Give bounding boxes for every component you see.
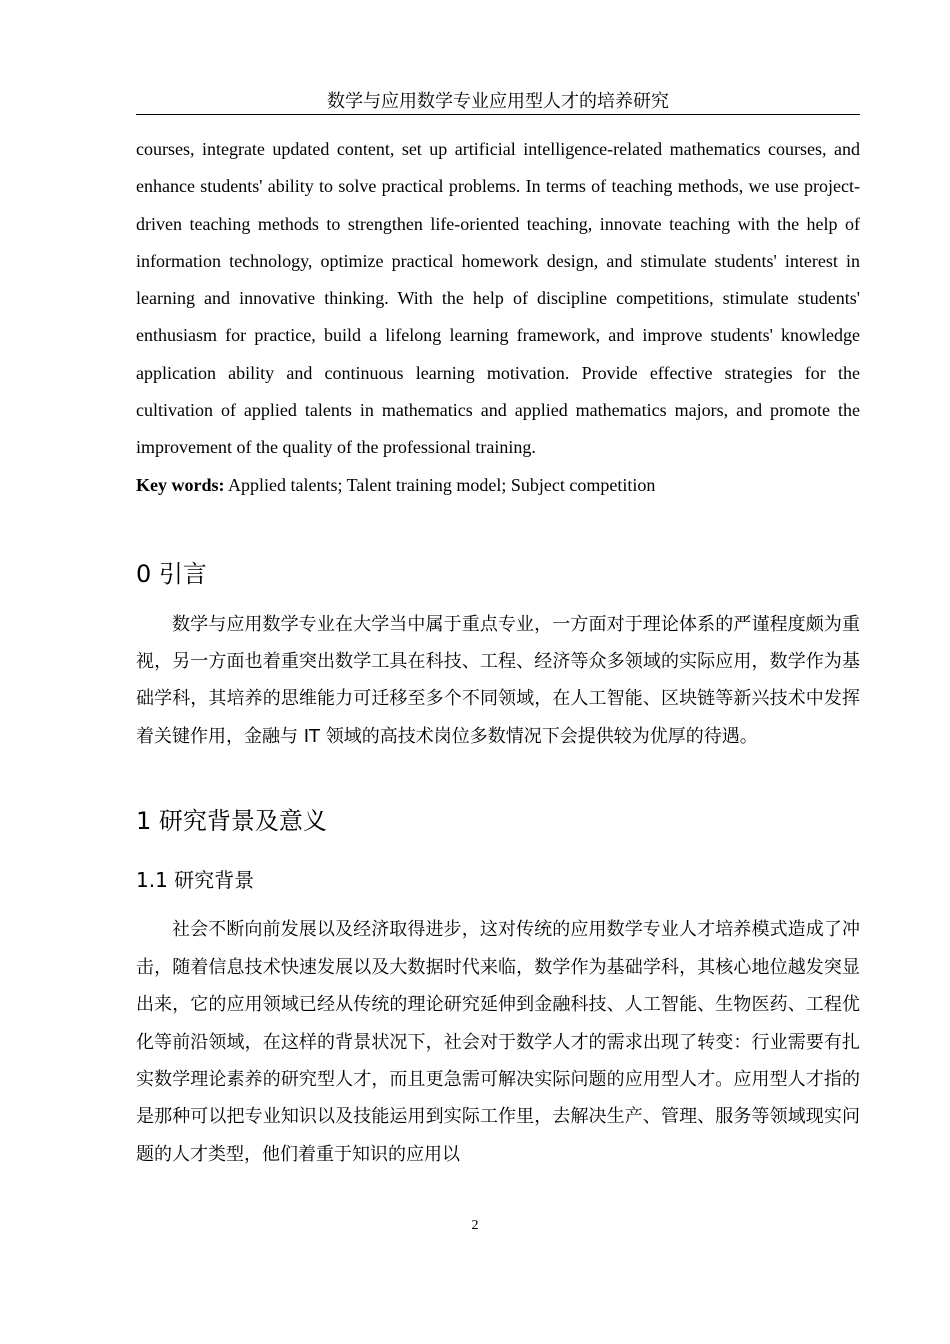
keywords-line <box>136 467 860 504</box>
abstract-continued-paragraph: courses, integrate updated content, set up artificial intelligence-related mathematics courses, and enhance students' ability to solve practical problems. In terms of teaching methods, we use project-driven teaching methods to strengthen life-oriented teaching, innovate teaching with the help of information technology, optimize practical homework design, and stimulate students' interest in learning and innovative thinking. With the help of discipline competitions, stimulate students' enthusiasm for practice, build a lifelong learning framework, and improve students' knowledge application ability and continuous learning motivation. Provide effective strategies for the cultivation of applied talents in mathematics and applied mathematics majors, and promote the improvement of the quality of the professional training. <box>136 139 860 458</box>
background-paragraph: 社会不断向前发展以及经济取得进步，这对传统的应用数学专业人才培养模式造成了冲击，随着信息技术快速发展以及大数据时代来临，数学作为基础学科，其核心地位越发突显出来，它的应用领域已经从传统的理论研究延伸到金融科技、人工智能、生物医药、工程优化等前沿领域，在这样的背景状况下，社会对于数学人才的需求出现了转变：行业需要有扎实数学理论素养的研究型人才，而且更急需可解决实际问题的应用型人才。应用型人才指的是那种可以把专业知识以及技能运用到实际工作里，去解决生产、管理、服务等领域现实问题的人才类型，他们着重于知识的应用以 <box>136 919 860 1165</box>
background-subheading: 1.1 研究背景 <box>136 868 255 893</box>
intro-paragraph: 数学与应用数学专业在大学当中属于重点专业，一方面对于理论体系的严谨程度颇为重视，另一方面也着重突出数学工具在科技、工程、经济等众多领域的实际应用，数学作为基础学科，其培养的思维能力可迁移至多个不同领域，在人工智能、区块链等新兴技术中发挥着关键作用，金融与 IT 领域的高技术岗位多数情况下会提供较为优厚的待遇。 <box>136 613 860 747</box>
body-content <box>136 131 860 1173</box>
intro-heading: 0 引言 <box>136 559 207 588</box>
running-header: 数学与应用数学专业应用型人才的培养研究 <box>136 88 860 115</box>
page-number: 2 <box>471 1218 479 1233</box>
background-heading: 1 研究背景及意义 <box>136 807 327 836</box>
keywords-value: Applied talents; Talent training model; Subject competition <box>224 474 656 495</box>
keywords-label: Key words: <box>136 474 225 495</box>
